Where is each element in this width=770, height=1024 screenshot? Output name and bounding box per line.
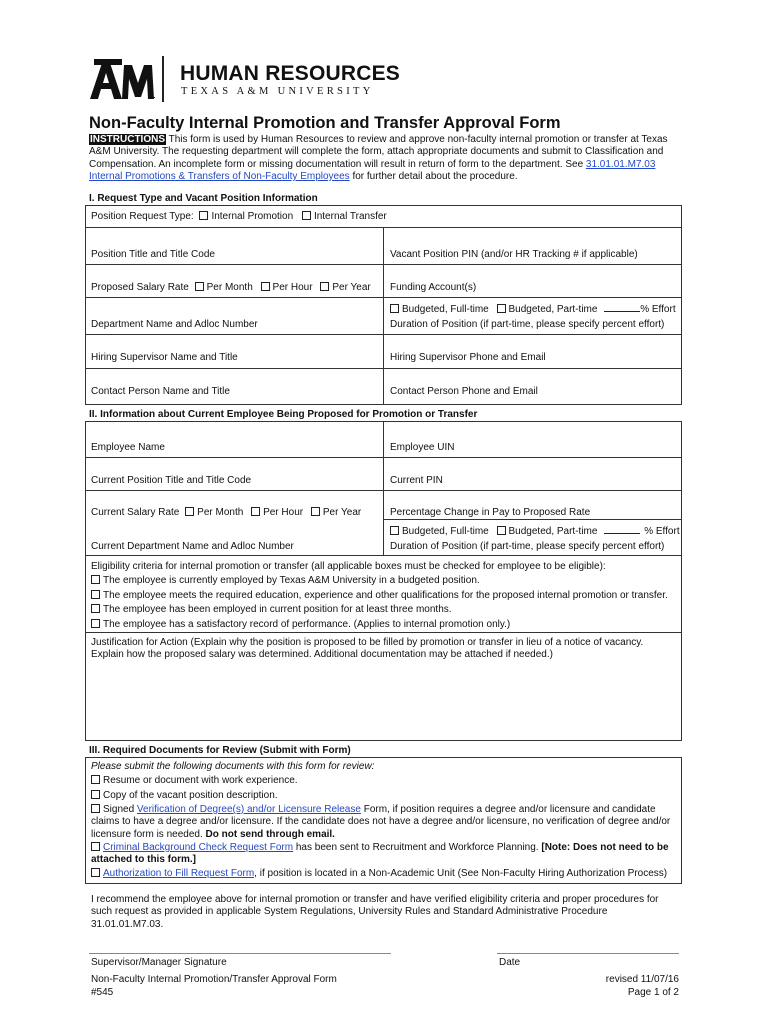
budgeted-full-checkbox[interactable] [390, 304, 399, 313]
contact-label: Contact Person Name and Title [91, 386, 230, 397]
doc-item [91, 790, 278, 801]
contact-phone-label: Contact Person Phone and Email [390, 386, 538, 397]
instructions-paragraph [89, 134, 685, 183]
per-month-checkbox[interactable] [185, 507, 194, 516]
pct-change-label: Percentage Change in Pay to Proposed Rate [390, 507, 591, 518]
verification-note: Do not send through email. [205, 828, 335, 840]
effort-label: % Effort [640, 304, 676, 315]
criteria-item [91, 590, 668, 601]
vacant-copy-checkbox[interactable] [91, 790, 100, 799]
criteria-item [91, 619, 510, 630]
section-1-title: I. Request Type and Vacant Position Information [89, 193, 318, 204]
divider [85, 457, 682, 458]
divider [85, 334, 682, 335]
divider [85, 632, 682, 633]
org-name: HUMAN RESOURCES [180, 62, 401, 85]
footer-revised: revised 11/07/16 [605, 974, 679, 985]
divider [383, 519, 682, 520]
per-month-checkbox[interactable] [195, 282, 204, 291]
divider [85, 264, 682, 265]
budgeted-part-label: Budgeted, Part-time [508, 526, 598, 537]
background-check-link[interactable]: Criminal Background Check Request Form [103, 842, 294, 853]
doc-item [91, 842, 679, 867]
per-year-label: Per Year [322, 507, 362, 518]
divider [85, 368, 682, 369]
verification-link[interactable]: Verification of Degree(s) and/or Licensure Release [136, 804, 361, 815]
atm-logo-icon [88, 55, 156, 103]
divider [85, 490, 682, 491]
current-dept-label: Current Department Name and Adloc Number [91, 541, 294, 552]
budgeted-full-checkbox[interactable] [390, 526, 399, 535]
divider [85, 297, 682, 298]
footer-page: Page 1 of 2 [627, 987, 679, 998]
budgeted-full-label: Budgeted, Full-time [402, 526, 489, 537]
dept-name-label: Department Name and Adloc Number [91, 319, 258, 330]
divider [383, 421, 384, 555]
divider [383, 227, 384, 405]
criteria-checkbox[interactable] [91, 619, 100, 628]
position-title-label: Position Title and Title Code [91, 249, 215, 260]
internal-promotion-label: Internal Promotion [211, 211, 294, 222]
per-year-checkbox[interactable] [311, 507, 320, 516]
budgeted-part-checkbox[interactable] [497, 304, 506, 313]
criteria-text: The employee meets the required education, experience and other qualifications for the proposed internal promotion or transfer. [103, 590, 668, 601]
procedure-link[interactable]: 31.01.01.M7.03 Internal Promotions & Transfers of Non-Faculty Employees [89, 158, 656, 182]
budgeted-part-checkbox[interactable] [497, 526, 506, 535]
doc-item [91, 868, 667, 879]
authorization-link[interactable]: Authorization to Fill Request Form [103, 868, 255, 879]
per-year-label: Per Year [332, 282, 371, 293]
proposed-salary-row [91, 282, 371, 293]
criteria-item [91, 575, 480, 586]
background-check-checkbox[interactable] [91, 842, 100, 851]
authorization-text: , if position is located in a Non-Academic Unit (See Non-Faculty Hiring Authorization Process) [254, 868, 668, 879]
page-title: Non-Faculty Internal Promotion and Transfer Approval Form [89, 114, 561, 132]
date-line[interactable] [497, 953, 679, 954]
divider [85, 555, 682, 556]
resume-label: Resume or document with work experience. [103, 775, 298, 786]
instructions-text-1: This form is used by Human Resources to review and approve non-faculty internal promotion or transfer at Texas A&M University. The requesting department will complete the form, attach appropriate documents and submit to Classification and Compensation. An incomplete form or missing documentation will result in return of form to the department. See [89, 134, 668, 170]
footer-form-name: Non-Faculty Internal Promotion/Transfer Approval Form [91, 974, 337, 985]
university-name: TEXAS A&M UNIVERSITY [181, 86, 374, 97]
criteria-checkbox[interactable] [91, 590, 100, 599]
supervisor-label: Hiring Supervisor Name and Title [91, 352, 238, 363]
current-salary-label: Current Salary Rate [91, 507, 180, 518]
recommendation-text: I recommend the employee above for internal promotion or transfer and have verified eligibility criteria and proper procedures for such request as provided in applicable System Regulations, University Rules and Standard Administrative Procedure 31.01.01.M7.03. [91, 894, 659, 930]
criteria-text: The employee is currently employed by Texas A&M University in a budgeted position. [103, 575, 480, 586]
logo-divider [162, 56, 164, 102]
signature-line[interactable] [89, 953, 391, 954]
criteria-checkbox[interactable] [91, 575, 100, 584]
vacant-pin-label: Vacant Position PIN (and/or HR Tracking # if applicable) [390, 249, 638, 260]
criteria-item [91, 604, 452, 615]
justification-label: Justification for Action (Explain why the position is proposed to be filled by promotion or transfer in lieu of a notice of vacancy. Explain how the proposed salary was determined. Additional documentation may be attached if needed.) [91, 637, 644, 661]
instructions-tag: INSTRUCTIONS [90, 134, 165, 145]
verification-checkbox[interactable] [91, 804, 100, 813]
section-2-title: II. Information about Current Employee Being Proposed for Promotion or Transfer [89, 409, 478, 420]
date-label: Date [499, 957, 521, 968]
duration-label: Duration of Position (if part-time, please specify percent effort) [390, 319, 665, 330]
section-3-intro: Please submit the following documents with this form for review: [91, 761, 375, 772]
background-check-text: has been sent to Recruitment and Workforce Planning. [293, 842, 542, 853]
funding-label: Funding Account(s) [390, 282, 477, 293]
per-month-label: Per Month [197, 507, 244, 518]
per-hour-checkbox[interactable] [261, 282, 270, 291]
instructions-text-2: for further detail about the procedure. [349, 170, 518, 182]
resume-checkbox[interactable] [91, 775, 100, 784]
duration-label: Duration of Position (if part-time, please specify percent effort) [390, 541, 665, 552]
supervisor-phone-label: Hiring Supervisor Phone and Email [390, 352, 546, 363]
position-request-type-label: Position Request Type: [91, 211, 194, 222]
budgeted-full-label: Budgeted, Full-time [402, 304, 489, 315]
current-title-label: Current Position Title and Title Code [91, 475, 252, 486]
tamu-logo [88, 55, 156, 103]
section-3-title: III. Required Documents for Review (Submit with Form) [89, 745, 351, 756]
internal-transfer-label: Internal Transfer [313, 211, 387, 222]
current-salary-row [91, 507, 361, 518]
criteria-checkbox[interactable] [91, 604, 100, 613]
proposed-salary-label: Proposed Salary Rate [91, 282, 189, 293]
position-request-type [91, 211, 387, 222]
per-year-checkbox[interactable] [320, 282, 329, 291]
doc-item [91, 775, 298, 786]
effort-label: % Effort [644, 526, 680, 537]
effort-field[interactable] [604, 524, 640, 534]
criteria-text: The employee has been employed in current position for at least three months. [103, 604, 452, 615]
footer-form-number: #545 [91, 987, 114, 998]
budget-type-row [390, 302, 676, 315]
internal-transfer-checkbox[interactable] [302, 211, 311, 220]
current-pin-label: Current PIN [390, 475, 443, 486]
signed-text: Signed [103, 804, 137, 815]
per-hour-label: Per Hour [272, 282, 313, 293]
effort-field[interactable] [604, 302, 640, 312]
per-month-label: Per Month [206, 282, 253, 293]
justification-field[interactable] [86, 664, 681, 740]
budgeted-part-label: Budgeted, Part-time [508, 304, 598, 315]
verification-text: Form, if position requires a degree and/or licensure and candidate claims to have a degree and/or licensure. If the candidate does not have a degree and/or licensure, no verification of degree and/or licensure form is needed. [91, 804, 671, 840]
employee-uin-label: Employee UIN [390, 442, 455, 453]
doc-item [91, 804, 679, 841]
internal-promotion-checkbox[interactable] [199, 211, 208, 220]
eligibility-intro: Eligibility criteria for internal promotion or transfer (all applicable boxes must be checked for employee to be eligible): [91, 561, 606, 572]
per-hour-checkbox[interactable] [251, 507, 260, 516]
vacant-copy-label: Copy of the vacant position description. [103, 790, 278, 801]
signature-label: Supervisor/Manager Signature [91, 957, 227, 968]
budget-type-row [390, 524, 680, 537]
background-check-note: [Note: Does not need to be attached to this form.] [91, 842, 669, 866]
per-hour-label: Per Hour [263, 507, 304, 518]
authorization-checkbox[interactable] [91, 868, 100, 877]
employee-name-label: Employee Name [91, 442, 165, 453]
criteria-text: The employee has a satisfactory record of performance. (Applies to internal promotion only.) [103, 619, 511, 630]
